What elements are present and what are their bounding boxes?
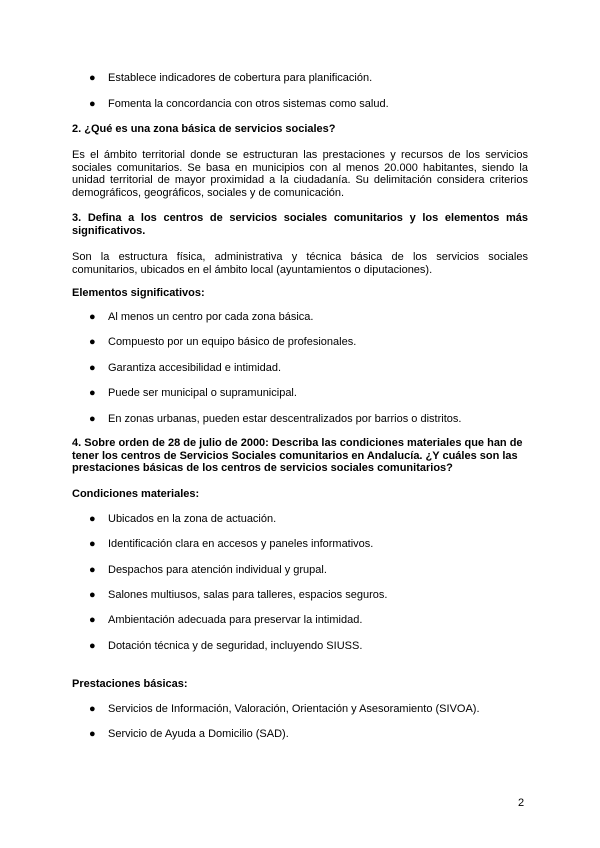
list-item: ● Compuesto por un equipo básico de profesionales.	[89, 336, 357, 348]
question-2-paragraph: Es el ámbito territorial donde se estructuran las prestaciones y recursos de los servicios sociales comunitarios. Se basa en municipios con al menos 20.000 habitantes, siendo la unidad territorial de mayor proximidad a la ciudadanía. Su delimitación considera criterios demográficos, geográficos, sociales y de comunicación.	[72, 149, 528, 199]
bullet-icon: ●	[89, 640, 96, 652]
bullet-icon: ●	[89, 362, 96, 374]
list-item: ● Salones multiusos, salas para talleres, espacios seguros.	[89, 589, 388, 601]
bullet-icon: ●	[89, 387, 96, 399]
question-2-heading: 2. ¿Qué es una zona básica de servicios sociales?	[72, 123, 336, 135]
bullet-icon: ●	[89, 614, 96, 626]
bullet-icon: ●	[89, 336, 96, 348]
question-3-heading: 3. Defina a los centros de servicios sociales comunitarios y los elementos más significativos.	[72, 212, 528, 237]
list-item: ● Puede ser municipal o supramunicipal.	[89, 387, 297, 399]
question-4-heading: 4. Sobre orden de 28 de julio de 2000: Describa las condiciones materiales que han de tener los centros de Servicios Sociales comunitarios en Andalucía. ¿Y cuáles son las prestaciones básicas de los centros de servicios sociales comunitarios?	[72, 437, 523, 475]
page-number: 2	[518, 797, 525, 809]
elements-subheading: Elementos significativos:	[72, 287, 205, 299]
conditions-subheading: Condiciones materiales:	[72, 488, 200, 500]
list-item: ● Fomenta la concordancia con otros sistemas como salud.	[89, 98, 389, 110]
list-item: ● Dotación técnica y de seguridad, incluyendo SIUSS.	[89, 640, 363, 652]
bullet-icon: ●	[89, 513, 96, 525]
bullet-icon: ●	[89, 703, 96, 715]
list-item: ● Ambientación adecuada para preservar la intimidad.	[89, 614, 363, 626]
bullet-icon: ●	[89, 538, 96, 550]
bullet-icon: ●	[89, 72, 96, 84]
list-item: ● Ubicados en la zona de actuación.	[89, 513, 277, 525]
bullet-icon: ●	[89, 728, 96, 740]
list-item: ● Identificación clara en accesos y paneles informativos.	[89, 538, 374, 550]
list-item: ● Servicio de Ayuda a Domicilio (SAD).	[89, 728, 289, 740]
list-item: ● Despachos para atención individual y grupal.	[89, 564, 327, 576]
bullet-icon: ●	[89, 413, 96, 425]
list-item: ● Servicios de Información, Valoración, Orientación y Asesoramiento (SIVOA).	[89, 703, 480, 715]
list-item: ● Establece indicadores de cobertura para planificación.	[89, 72, 373, 84]
bullet-icon: ●	[89, 589, 96, 601]
question-3-paragraph: Son la estructura física, administrativa y técnica básica de los servicios sociales comunitarios, ubicados en el ámbito local (ayuntamientos o diputaciones).	[72, 251, 528, 276]
list-item: ● En zonas urbanas, pueden estar descentralizados por barrios o distritos.	[89, 413, 462, 425]
bullet-icon: ●	[89, 98, 96, 110]
bullet-icon: ●	[89, 564, 96, 576]
bullet-icon: ●	[89, 311, 96, 323]
services-subheading: Prestaciones básicas:	[72, 678, 188, 690]
list-item: ● Al menos un centro por cada zona básica.	[89, 311, 314, 323]
list-item: ● Garantiza accesibilidad e intimidad.	[89, 362, 282, 374]
